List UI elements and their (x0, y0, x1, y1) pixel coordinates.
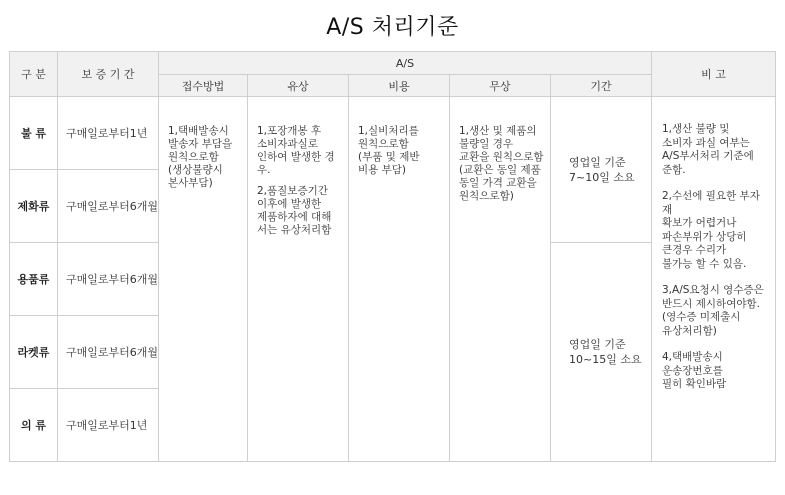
intake-cell (159, 97, 248, 462)
cost-text: 1,실비처리를 원칙으로함 (부품 및 제반 비용 부담) (358, 125, 420, 176)
period-text-1: 영업일 기준 7~10일 소요 (569, 155, 635, 184)
note-item-2: 2,수선에 필요한 부자재 확보가 어렵거나 파손부위가 상당히 큰경우 수리가 불가능 할 수 있음. (662, 190, 760, 270)
header-free: 무상 (450, 75, 551, 97)
row-category: 의 류 (10, 389, 58, 462)
row-warranty: 구매일로부터1년 (58, 389, 159, 462)
paid-text-1: 1,포장개봉 후 소비자과실로 인하여 발생한 경우. (257, 125, 335, 176)
row-warranty: 구매일로부터6개월 (58, 316, 159, 389)
row-category: 용품류 (10, 243, 58, 316)
header-intake: 접수방법 (159, 75, 248, 97)
free-cell (450, 97, 551, 462)
row-warranty: 구매일로부터6개월 (58, 170, 159, 243)
row-category: 제화류 (10, 170, 58, 243)
cost-cell (349, 97, 450, 462)
header-paid: 유상 (248, 75, 349, 97)
header-category: 구 분 (10, 52, 58, 97)
note-item-3: 3,A/S요청시 영수증은 반드시 제시하여야함. (영수증 미제출시 유상처리함) (662, 284, 764, 337)
header-warranty: 보 증 기 간 (58, 52, 159, 97)
paid-cell (248, 97, 349, 462)
period-cell-1 (551, 97, 652, 243)
page-title: A/S 처리기준 (326, 15, 459, 40)
as-standards-table (9, 51, 776, 462)
header-note: 비 고 (652, 52, 776, 97)
paid-text-2: 2,품질보증기간 이후에 발생한 제품하자에 대해 서는 유상처리함 (257, 185, 332, 236)
free-text: 1,생산 및 제품의 불량일 경우 교환을 원칙으로함 (교환은 동일 제품 동일 가격 교환을 원칙으로함) (459, 125, 544, 202)
row-warranty: 구매일로부터6개월 (58, 243, 159, 316)
note-item-1: 1,생산 불량 및 소비자 과실 여부는 A/S부서처리 기준에 준함. (662, 123, 754, 176)
header-period: 기간 (551, 75, 652, 97)
table-row (10, 97, 776, 170)
period-cell-2 (551, 243, 652, 462)
period-text-2: 영업일 기준 10~15일 소요 (569, 338, 642, 366)
intake-text: 1,택배발송시 발송자 부담을 원칙으로함 (생상불량시 본사부담) (168, 125, 233, 189)
row-category: 라켓류 (10, 316, 58, 389)
header-as-group: A/S (159, 52, 652, 75)
row-category: 불 류 (10, 97, 58, 170)
note-cell (652, 97, 776, 462)
header-cost: 비용 (349, 75, 450, 97)
note-item-4: 4,택배발송시 운송장번호를 필히 확인바람 (662, 351, 727, 390)
row-warranty: 구매일로부터1년 (58, 97, 159, 170)
